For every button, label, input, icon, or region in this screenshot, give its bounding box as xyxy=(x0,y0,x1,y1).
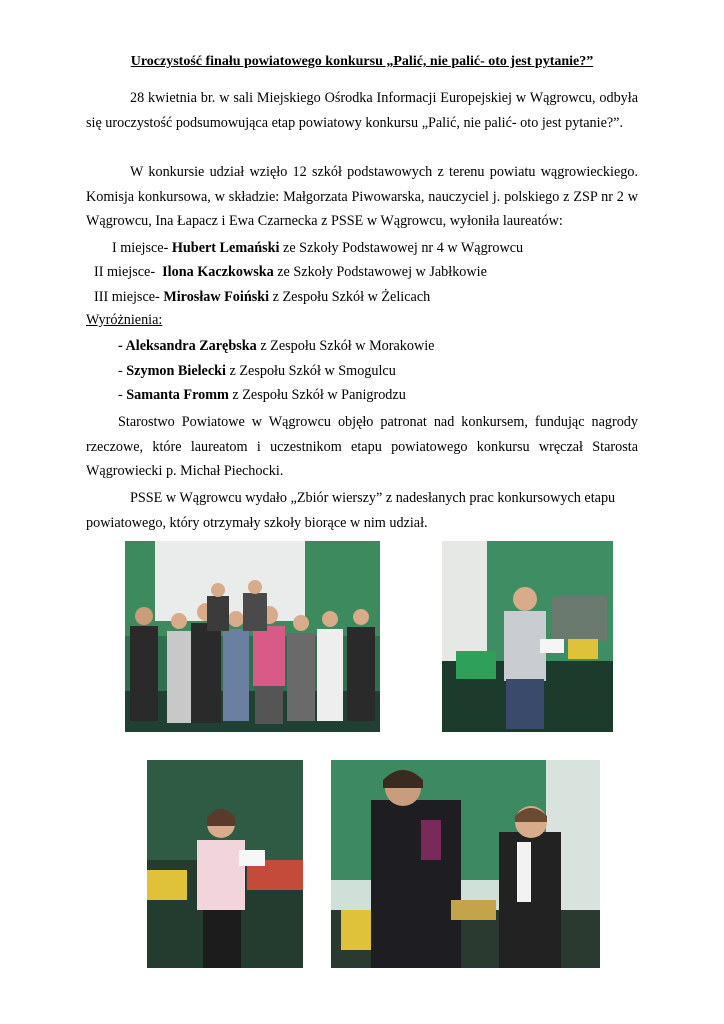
paragraph-competition: W konkursie udział wzięło 12 szkół podstawowych z terenu powiatu wągrowieckiego. Komisja konkursowa, w składzie: Małgorzata Piwowarska, nauczyciel j. polskiego z ZSP nr 2 w Wągrowcu, Ina Łapacz i Ewa Czarnecka z PSSE w Wągrowcu, wyłoniła laureatów: xyxy=(86,164,638,229)
place-first: I miejsce- Hubert Lemański ze Szkoły Podstawowej nr 4 w Wągrowcu xyxy=(112,240,524,256)
place-second: II miejsce- Ilona Kaczkowska ze Szkoły Podstawowej w Jabłkowie xyxy=(94,264,487,280)
distinction-item: - Aleksandra Zarębska z Zespołu Szkół w Morakowie xyxy=(118,338,435,354)
winner-name: Ilona Kaczkowska xyxy=(162,264,274,280)
distinctions-heading: Wyróżnienia: xyxy=(86,312,163,328)
distinction-item: - Samanta Fromm z Zespołu Szkół w Panigrodzu xyxy=(118,387,406,403)
distinction-item: - Szymon Bielecki z Zespołu Szkół w Smogulcu xyxy=(118,363,396,379)
winner-name: Mirosław Foiński xyxy=(163,289,270,305)
girl-reading-photo xyxy=(147,760,303,968)
winner-name: Hubert Lemański xyxy=(171,240,280,256)
group-photo xyxy=(125,541,380,732)
paragraph-ceremony: 28 kwietnia br. w sali Miejskiego Ośrodka Informacji Europejskiej w Wągrowcu, odbyła się uroczystość podsumowująca etap powiatowy konkursu „Palić, nie palić- oto jest pytanie?”. xyxy=(86,90,638,131)
place-third: III miejsce- Mirosław Foiński z Zespołu Szkół w Żelicach xyxy=(94,289,431,305)
award-handover-photo xyxy=(331,760,600,968)
paragraph-poetry-collection: PSSE w Wągrowcu wydało „Zbiór wierszy” z nadesłanych prac konkursowych etapu powiatowego, który otrzymały szkoły biorące w nim udział. xyxy=(86,490,616,531)
document-title: Uroczystość finału powiatowego konkursu „Palić, nie palić- oto jest pytanie?” xyxy=(130,54,594,69)
boy-reading-photo xyxy=(442,541,613,732)
paragraph-patronage: Starostwo Powiatowe w Wągrowcu objęło patronat nad konkursem, fundując nagrody rzeczowe, które laureatom i uczestnikom etapu powiatowego konkursu wręczał Starosta Wągrowiecki p. Michał Piechocki. xyxy=(86,414,638,479)
